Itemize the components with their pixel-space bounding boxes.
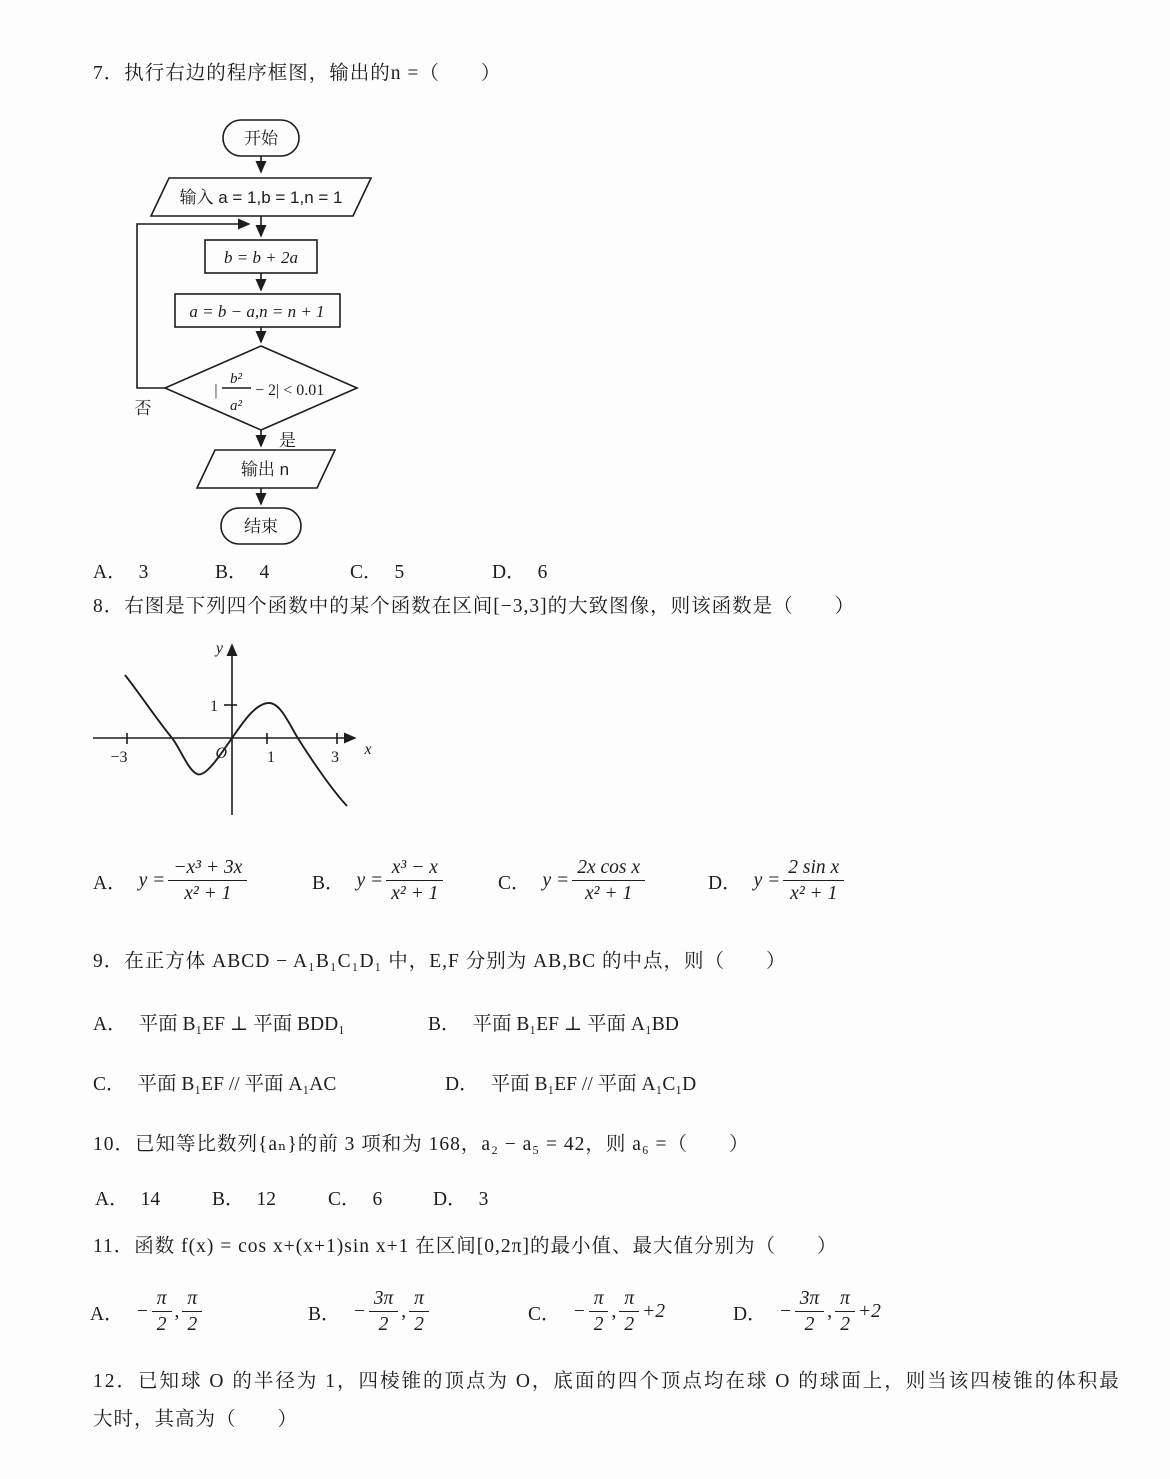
option-label: A． bbox=[95, 1189, 129, 1210]
q9-option-c bbox=[93, 1068, 336, 1096]
flowchart-assign-an-node bbox=[175, 294, 340, 327]
option-label: C． bbox=[328, 1189, 361, 1210]
option-label: B． bbox=[308, 1303, 341, 1325]
origin-label: O bbox=[215, 745, 227, 762]
q9-option-a bbox=[93, 1008, 345, 1036]
fraction: $\frac{\text{x³ − x}}{\text{x² + 1}}$ bbox=[386, 857, 443, 905]
fraction: $\frac{\pi}{2}$ bbox=[619, 1288, 639, 1336]
option-prefix: y = bbox=[138, 869, 166, 891]
flowchart-output-node bbox=[197, 450, 335, 488]
option-prefix: y = bbox=[753, 869, 781, 891]
svg-text:|: | bbox=[214, 382, 218, 399]
x-axis-label: x bbox=[364, 741, 372, 758]
q11-option-d bbox=[733, 1288, 881, 1336]
option-prefix: y = bbox=[542, 869, 570, 891]
q11-title: 11．函数 f(x) = cos x+(x+1)sin x+1 在区间[0,2π]的最小值、最大值分别为（ ） bbox=[93, 1236, 838, 1257]
minus-sign: − bbox=[572, 1300, 586, 1322]
svg-text:结束: 结束 bbox=[244, 517, 278, 536]
q7-option-d bbox=[492, 556, 547, 584]
option-label: A． bbox=[93, 872, 127, 894]
q8-option-a bbox=[93, 857, 250, 905]
svg-text:a = b − a,n = n + 1: a = b − a,n = n + 1 bbox=[189, 302, 325, 321]
option-label: A． bbox=[90, 1303, 124, 1325]
q10-option-a bbox=[95, 1183, 160, 1211]
y-one-label: 1 bbox=[210, 698, 218, 715]
q7-option-c bbox=[350, 556, 404, 584]
q8-option-b bbox=[312, 857, 446, 905]
q8-option-d bbox=[708, 857, 847, 905]
q9-option-d bbox=[445, 1068, 696, 1096]
option-text: 14 bbox=[140, 1189, 161, 1210]
q11-option-a bbox=[90, 1288, 205, 1336]
q7-flowchart bbox=[95, 112, 415, 552]
q7-option-a bbox=[93, 556, 148, 584]
fraction: $\frac{\pi}{2}$ bbox=[409, 1288, 429, 1336]
minus-sign: − bbox=[778, 1300, 792, 1322]
q12-title-line1: 12．已知球 O 的半径为 1，四棱锥的顶点为 O，底面的四个顶点均在球 O 的球面上，则当该四棱锥的体积最 bbox=[93, 1371, 1121, 1392]
svg-text:b = b + 2a: b = b + 2a bbox=[224, 248, 298, 267]
comma: , bbox=[401, 1300, 407, 1322]
fraction: $\frac{\pi}{2}$ bbox=[835, 1288, 855, 1336]
q8-option-c bbox=[498, 857, 648, 905]
option-label: B． bbox=[215, 562, 248, 583]
fraction: $\frac{3\pi}{2}$ bbox=[369, 1288, 399, 1336]
option-text: 6 bbox=[537, 562, 548, 583]
yes-label: 是 bbox=[279, 431, 296, 450]
option-label: D． bbox=[445, 1074, 479, 1095]
option-label: C． bbox=[93, 1074, 126, 1095]
option-text: 4 bbox=[259, 562, 270, 583]
q10-option-d bbox=[433, 1183, 488, 1211]
option-text: 5 bbox=[394, 562, 405, 583]
q11-option-c bbox=[528, 1288, 665, 1336]
q10-title: 10．已知等比数列{aₙ}的前 3 项和为 168，a₂ − a₅ = 42，则 a₆ =（ ） bbox=[93, 1134, 750, 1155]
option-text: 平面 B₁EF // 平面 A₁AC bbox=[137, 1074, 337, 1095]
q10-option-b bbox=[212, 1183, 276, 1211]
q7-title: 7．执行右边的程序框图，输出的n =（ ） bbox=[93, 63, 502, 84]
q9-title: 9．在正方体 ABCD − A₁B₁C₁D₁ 中，E,F 分别为 AB,BC 的中点，则（ ） bbox=[93, 951, 787, 972]
q8-function-graph bbox=[85, 633, 385, 828]
flowchart-input-node bbox=[151, 178, 371, 216]
svg-text:开始: 开始 bbox=[244, 129, 278, 148]
fraction: $\frac{3\pi}{2}$ bbox=[795, 1288, 825, 1336]
q10-option-c bbox=[328, 1183, 382, 1211]
x-neg3-label: −3 bbox=[110, 749, 128, 766]
option-label: A． bbox=[93, 562, 127, 583]
no-label: 否 bbox=[134, 399, 152, 418]
comma: , bbox=[174, 1300, 180, 1322]
fraction: $\frac{\pi}{2}$ bbox=[589, 1288, 609, 1336]
option-label: D． bbox=[492, 562, 526, 583]
option-label: C． bbox=[528, 1303, 561, 1325]
y-axis-label: y bbox=[215, 640, 223, 657]
flowchart-condition-node bbox=[165, 346, 357, 430]
option-label: C． bbox=[350, 562, 383, 583]
option-label: A． bbox=[93, 1014, 127, 1035]
option-label: B． bbox=[428, 1014, 461, 1035]
comma: , bbox=[611, 1300, 617, 1322]
flowchart-start-node bbox=[223, 120, 299, 156]
fraction: $\frac{\text{2x cos x}}{\text{x² + 1}}$ bbox=[572, 857, 645, 905]
option-text: 平面 B₁EF // 平面 A₁C₁D bbox=[490, 1074, 697, 1095]
minus-sign: − bbox=[352, 1300, 366, 1322]
q9-option-b bbox=[428, 1008, 679, 1036]
function-curve bbox=[125, 675, 347, 806]
option-text: 平面 B₁EF ⊥ 平面 BDD₁ bbox=[138, 1014, 345, 1035]
option-text: 3 bbox=[478, 1189, 489, 1210]
svg-text:b²: b² bbox=[230, 371, 242, 387]
flowchart-end-node bbox=[221, 508, 301, 544]
option-label: B． bbox=[212, 1189, 245, 1210]
minus-sign: − bbox=[135, 1300, 149, 1322]
option-suffix: +2 bbox=[857, 1300, 881, 1322]
option-prefix: y = bbox=[356, 869, 384, 891]
x-one-label: 1 bbox=[267, 749, 275, 766]
option-text: 3 bbox=[138, 562, 149, 583]
option-label: C． bbox=[498, 872, 531, 894]
option-label: D． bbox=[708, 872, 742, 894]
fraction: $\frac{\text{−x³ + 3x}}{\text{x² + 1}}$ bbox=[168, 857, 247, 905]
option-text: 6 bbox=[372, 1189, 383, 1210]
option-text: 12 bbox=[256, 1189, 277, 1210]
x-three-label: 3 bbox=[331, 749, 339, 766]
option-text: 平面 B₁EF ⊥ 平面 A₁BD bbox=[472, 1014, 679, 1035]
option-label: D． bbox=[433, 1189, 467, 1210]
option-label: B． bbox=[312, 872, 345, 894]
fraction: $\frac{\pi}{2}$ bbox=[182, 1288, 202, 1336]
svg-text:输入 a = 1,b = 1,n = 1: 输入 a = 1,b = 1,n = 1 bbox=[179, 188, 343, 207]
option-label: D． bbox=[733, 1303, 767, 1325]
svg-text:− 2| < 0.01: − 2| < 0.01 bbox=[255, 382, 325, 399]
fraction: $\frac{\text{2 sin x}}{\text{x² + 1}}$ bbox=[783, 857, 844, 905]
fraction: $\frac{\pi}{2}$ bbox=[152, 1288, 172, 1336]
q7-option-b bbox=[215, 556, 269, 584]
q12-title-line2: 大时，其高为（ ） bbox=[93, 1409, 299, 1430]
option-suffix: +2 bbox=[642, 1300, 666, 1322]
q8-title: 8．右图是下列四个函数中的某个函数在区间[−3,3]的大致图像，则该函数是（ ） bbox=[93, 596, 856, 617]
flowchart-assign-b-node bbox=[205, 240, 317, 273]
svg-text:输出 n: 输出 n bbox=[240, 460, 290, 479]
svg-text:a²: a² bbox=[230, 398, 242, 414]
comma: , bbox=[827, 1300, 833, 1322]
q11-option-b bbox=[308, 1288, 432, 1336]
